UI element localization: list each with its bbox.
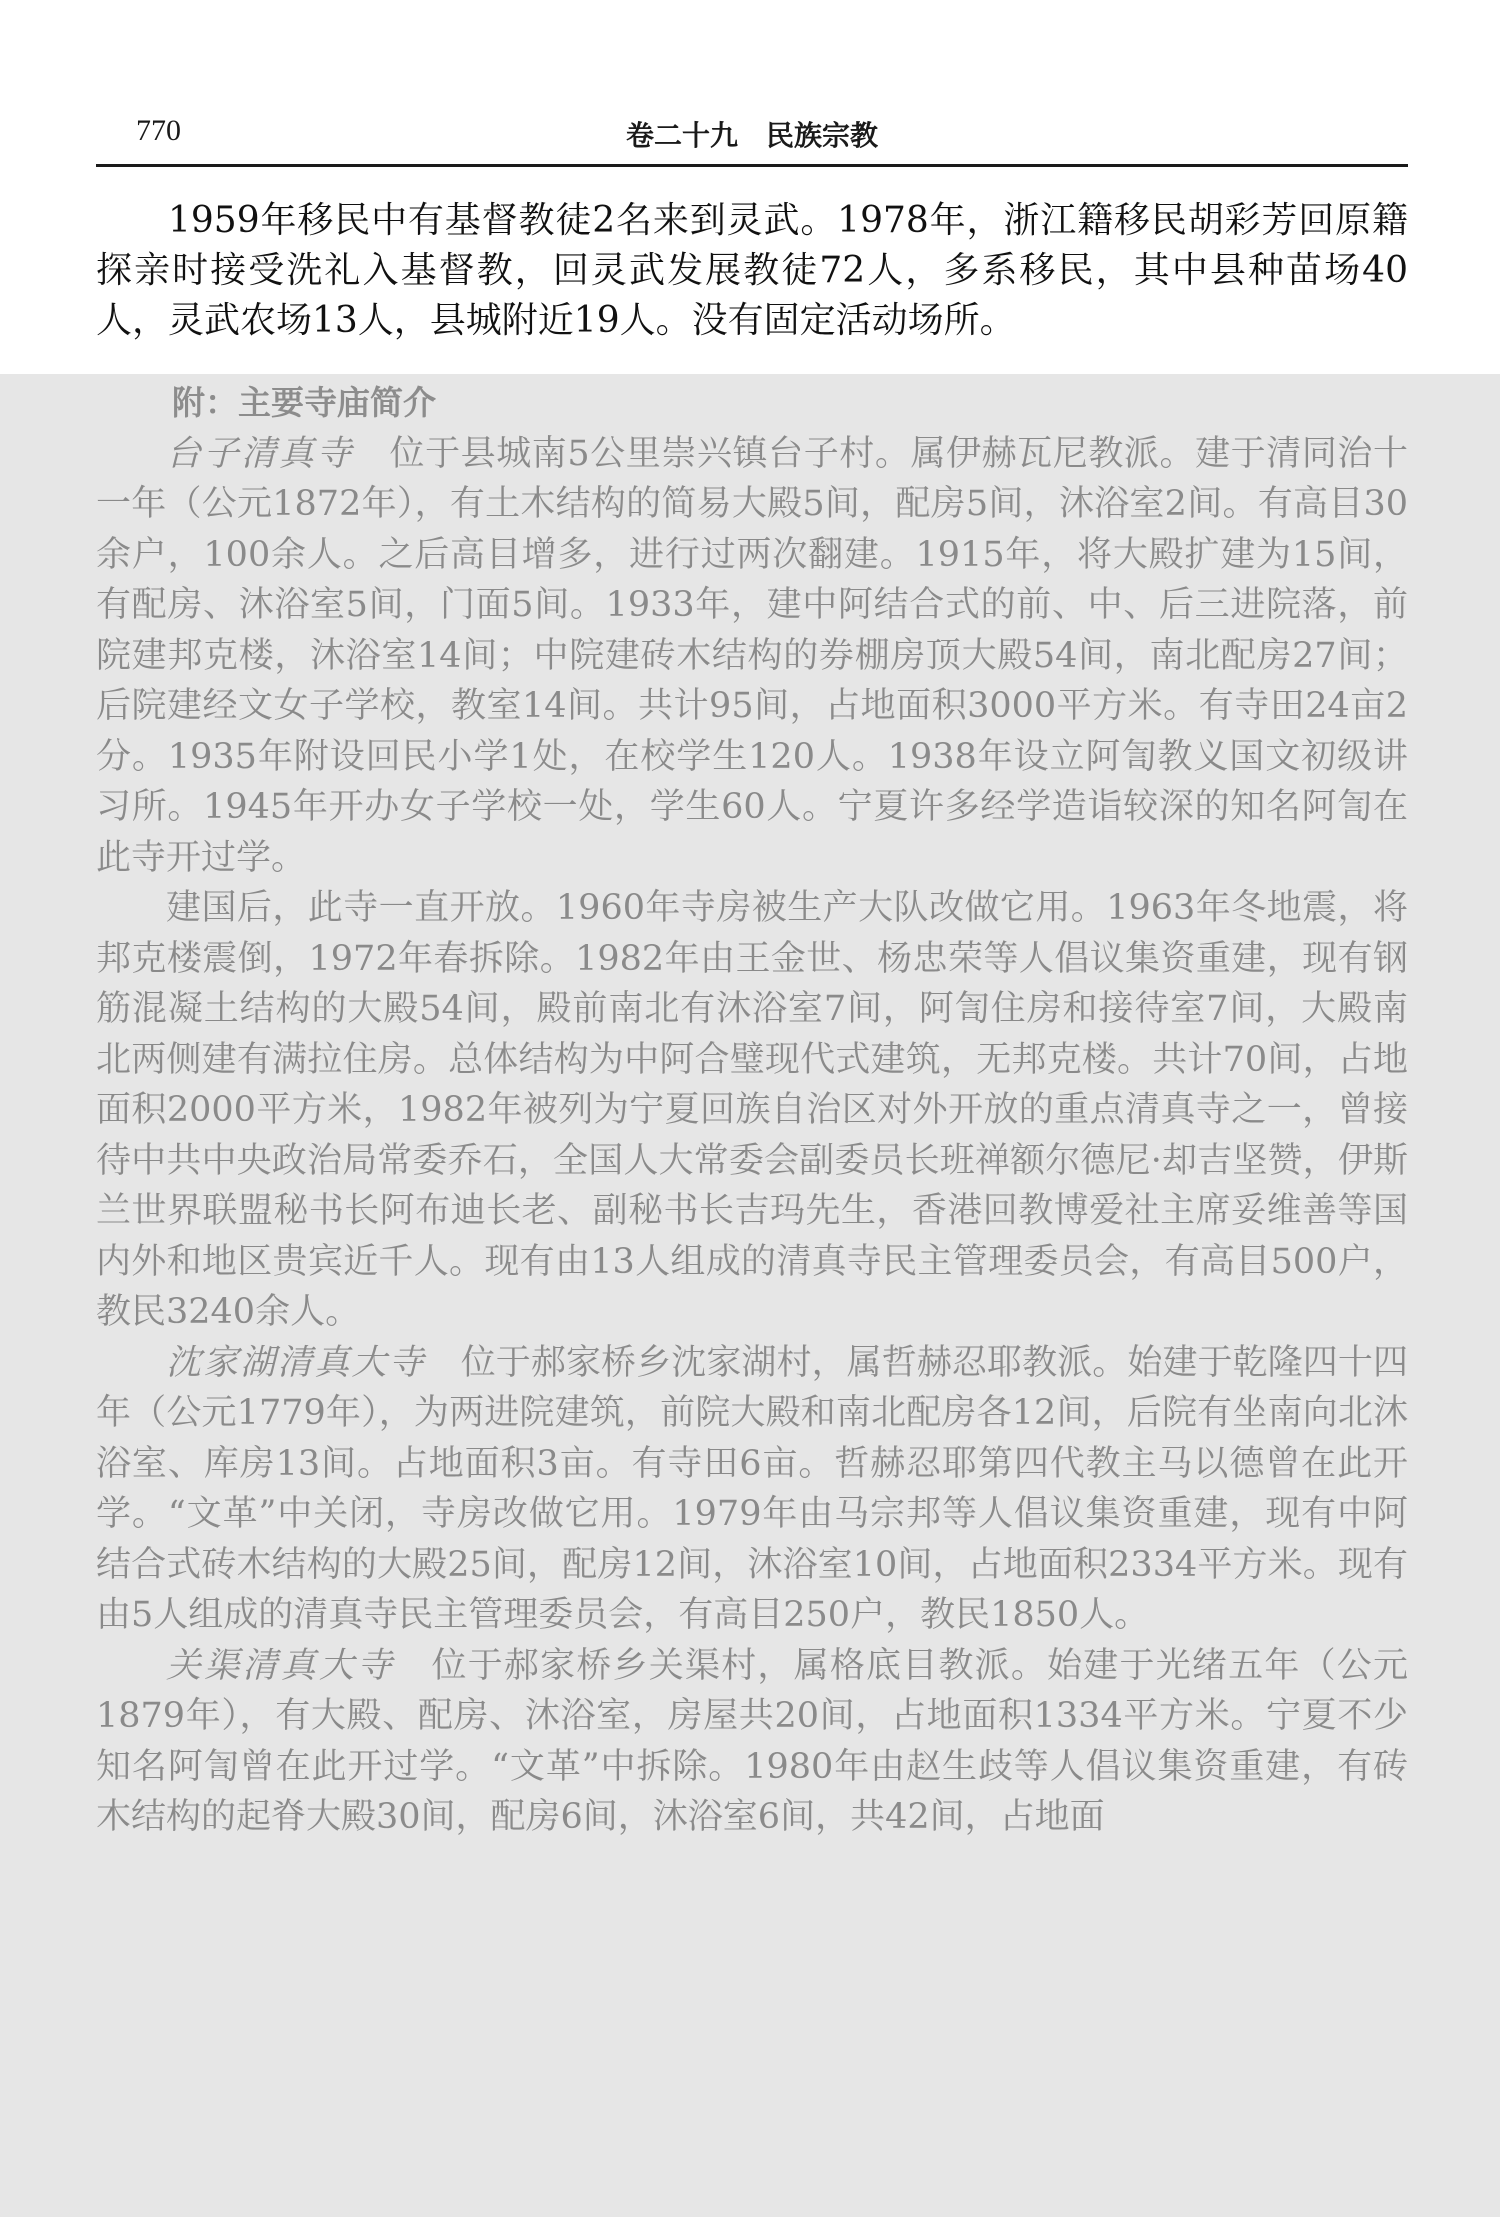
page-number: 770 [136, 114, 181, 147]
appendix-heading: 附：主要寺庙简介 [172, 383, 436, 422]
mosque-name-taizi: 台子清真寺 [166, 433, 354, 474]
appendix-shaded-region [0, 374, 1500, 2217]
entry-text-guanqu: 位于郝家桥乡关渠村，属格底目教派。始建于光绪五年（公元1879年），有大殿、配房、沐浴室，房屋共20间，占地面积1334平方米。宁夏不少知名阿訇曾在此开过学。“文革”中拆除。1980年由赵生歧等人倡议集资重建，有砖木结构的起脊大殿30间，配房6间，沐浴室6间，共42间，占地面 [96, 1645, 1408, 1837]
entry-paragraph-guanqu [96, 1641, 1408, 1843]
mosque-name-guanqu: 关渠清真大寺 [166, 1645, 396, 1686]
intro-paragraph: 1959年移民中有基督教徒2名来到灵武。1978年，浙江籍移民胡彩芳回原籍探亲时接受洗礼入基督教，回灵武发展教徒72人，多系移民，其中县种苗场40人，灵武农场13人，县城附近19人。没有固定活动场所。 [96, 200, 1408, 341]
intro-section [96, 196, 1408, 346]
entry-text-taizi: 位于县城南5公里崇兴镇台子村。属伊赫瓦尼教派。建于清同治十一年（公元1872年），有土木结构的简易大殿5间，配房5间，沐浴室2间。有高目30余户，100余人。之后高目增多，进行过两次翻建。1915年，将大殿扩建为15间，有配房、沐浴室5间，门面5间。1933年，建中阿结合式的前、中、后三进院落，前院建邦克楼，沐浴室14间；中院建砖木结构的券棚房顶大殿54间，南北配房27间；后院建经文女子学校，教室14间。共计95间，占地面积3000平方米。有寺田24亩2分。1935年附设回民小学1处，在校学生120人。1938年设立阿訇教义国文初级讲习所。1945年开办女子学校一处，学生60人。宁夏许多经学造诣较深的知名阿訇在此寺开过学。 [96, 433, 1408, 878]
appendix-content [96, 378, 1408, 1843]
entry-paragraph-taizi [96, 429, 1408, 884]
entry-paragraph-shenjiahu [96, 1338, 1408, 1641]
page-header [96, 108, 1408, 167]
entry-text-shenjiahu: 位于郝家桥乡沈家湖村，属哲赫忍耶教派。始建于乾隆四十四年（公元1779年），为两进院建筑，前院大殿和南北配房各12间，后院有坐南向北沐浴室、库房13间。占地面积3亩。有寺田6亩。哲赫忍耶第四代教主马以德曾在此开学。“文革”中关闭，寺房改做它用。1979年由马宗邦等人倡议集资重建，现有中阿结合式砖木结构的大殿25间，配房12间，沐浴室10间，占地面积2334平方米。现有由5人组成的清真寺民主管理委员会，有高目250户，教民1850人。 [96, 1342, 1408, 1635]
mosque-name-shenjiahu: 沈家湖清真大寺 [166, 1342, 426, 1383]
entry-paragraph-taizi-post-1949 [96, 883, 1408, 1338]
running-title: 卷二十九 民族宗教 [625, 119, 878, 152]
entry-text-taizi-post-1949: 建国后，此寺一直开放。1960年寺房被生产大队改做它用。1963年冬地震，将邦克楼震倒，1972年春拆除。1982年由王金世、杨忠荣等人倡议集资重建，现有钢筋混凝土结构的大殿54间，殿前南北有沐浴室7间，阿訇住房和接待室7间，大殿南北两侧建有满拉住房。总体结构为中阿合璧现代式建筑，无邦克楼。共计70间，占地面积2000平方米，1982年被列为宁夏回族自治区对外开放的重点清真寺之一，曾接待中共中央政治局常委乔石，全国人大常委会副委员长班禅额尔德尼·却吉坚赞，伊斯兰世界联盟秘书长阿布迪长老、副秘书长吉玛先生，香港回教博爱社主席妥维善等国内外和地区贵宾近千人。现有由13人组成的清真寺民主管理委员会，有高目500户，教民3240余人。 [96, 888, 1408, 1332]
